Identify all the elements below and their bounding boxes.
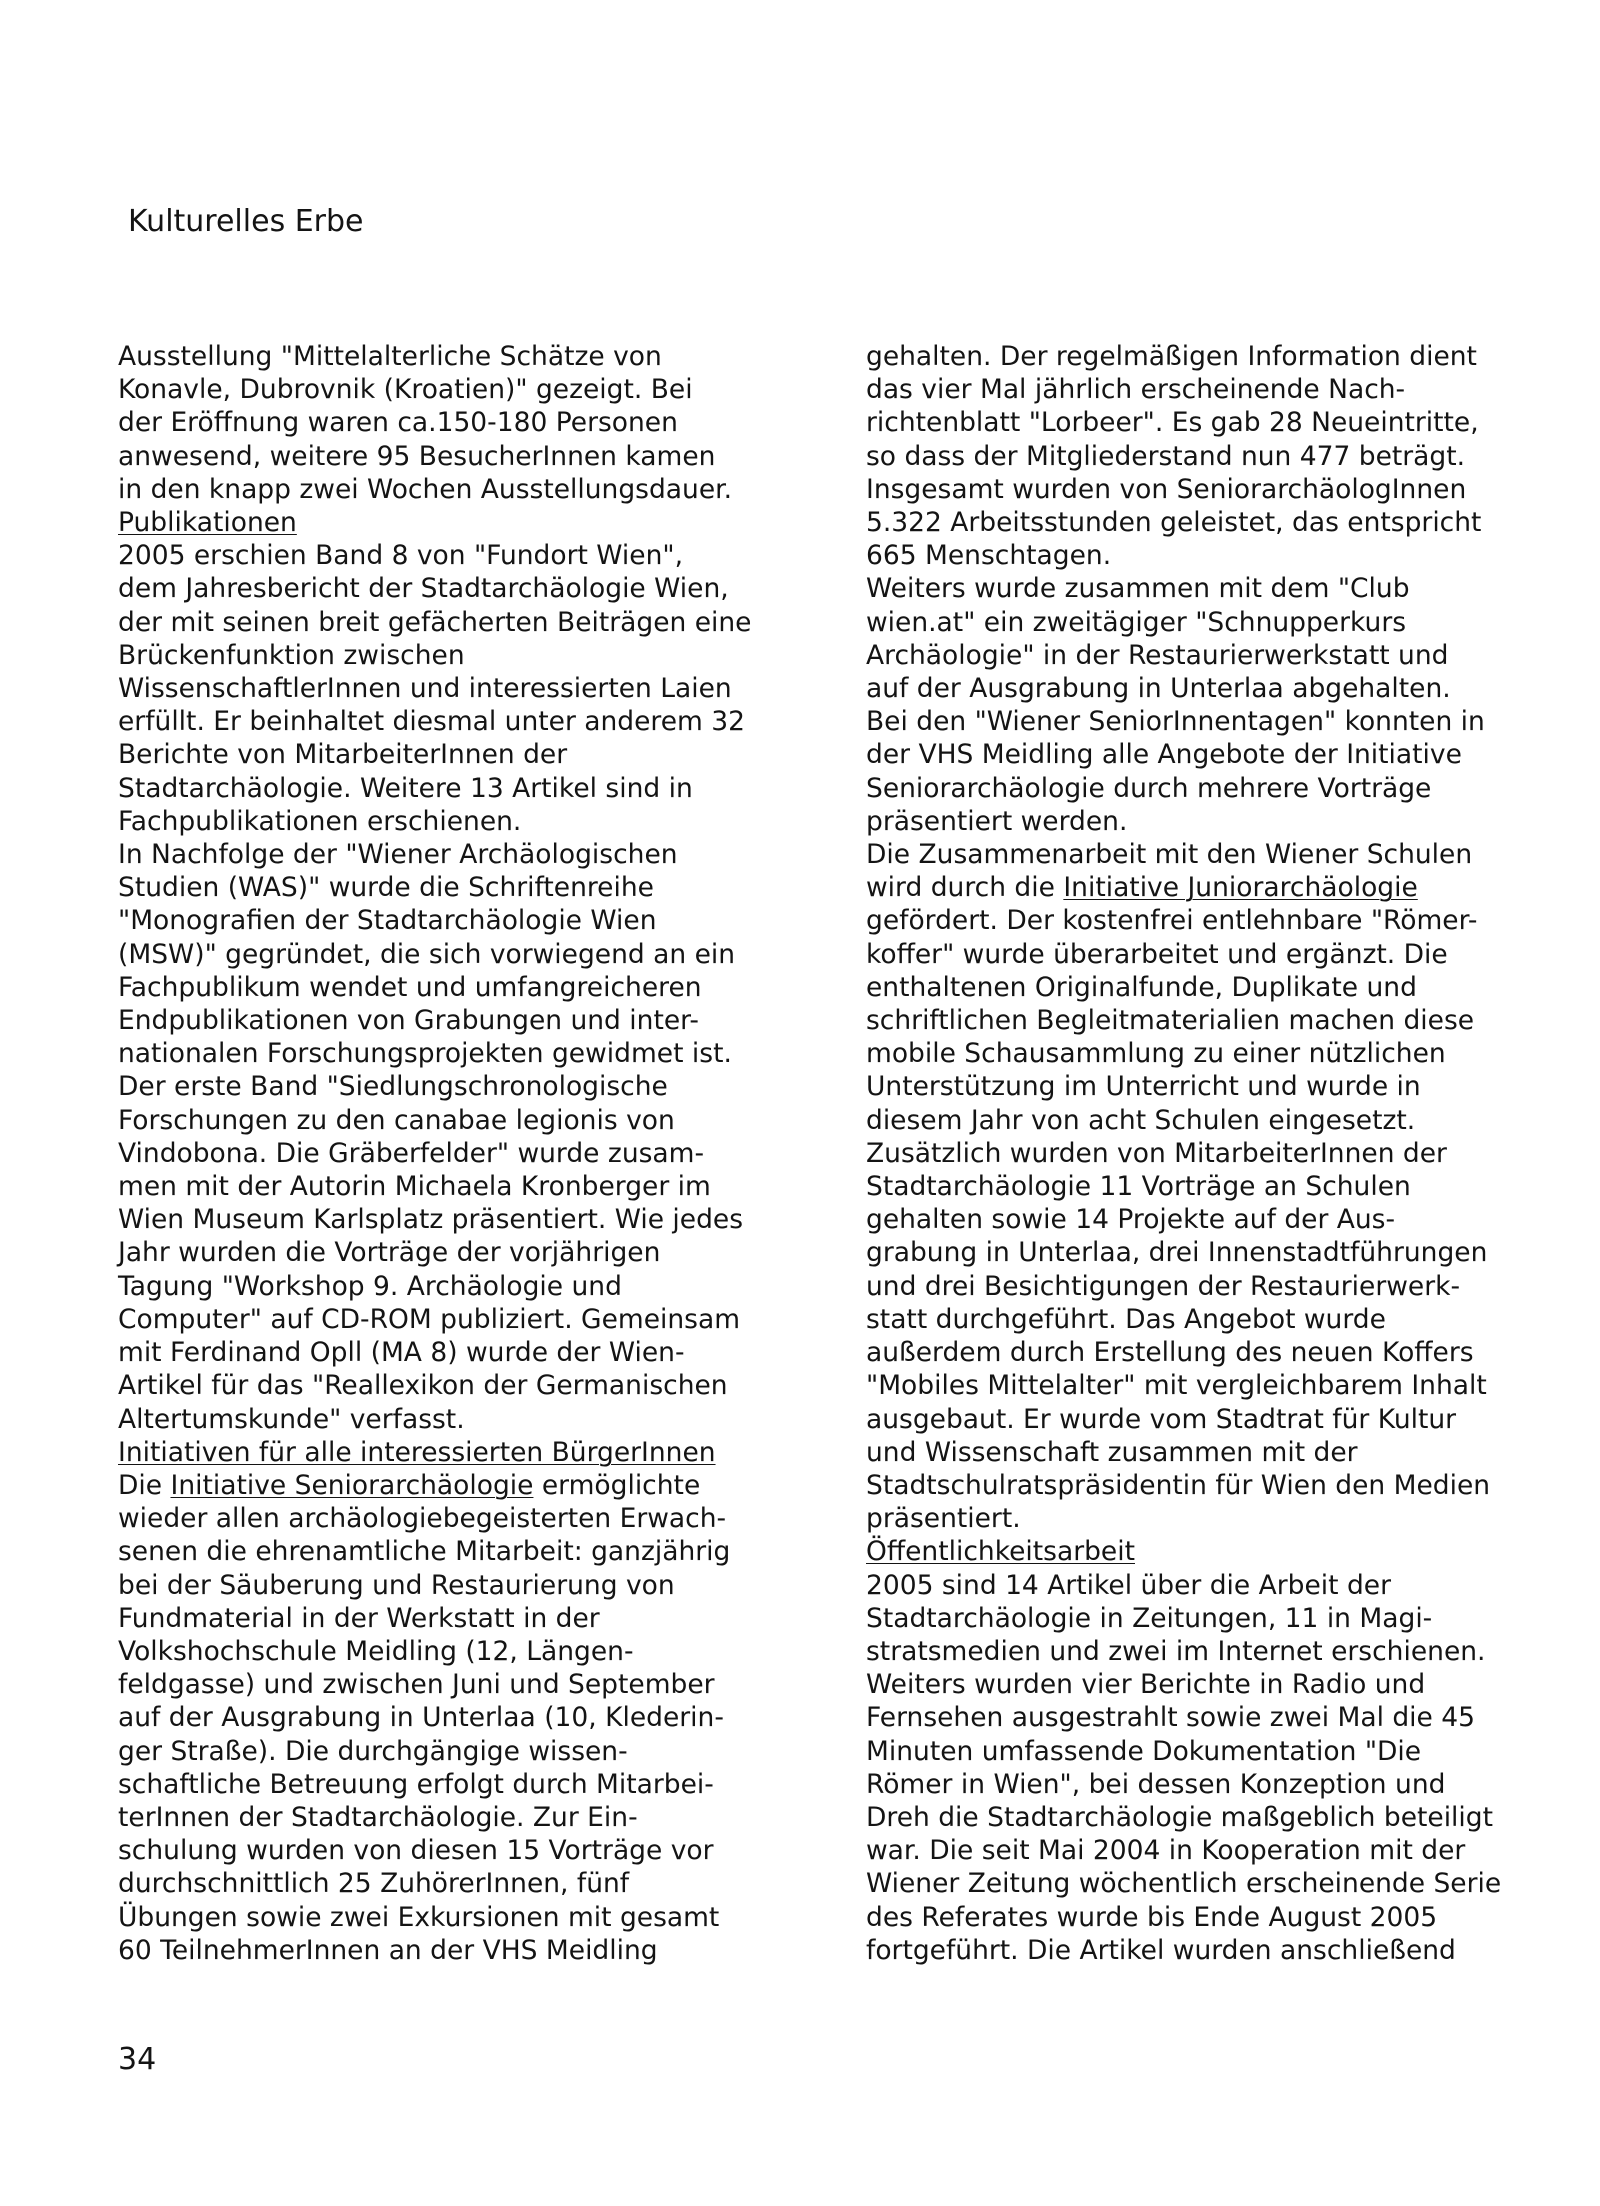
text-segment: auf der Ausgrabung in Unterlaa (10, Klederin-	[118, 1702, 724, 1734]
text-line	[866, 971, 1556, 1004]
text-line	[118, 1270, 808, 1303]
text-segment: dem Jahresbericht der Stadtarchäologie Wien,	[118, 573, 729, 605]
text-segment: Endpublikationen von Grabungen und inter-	[118, 1005, 699, 1037]
text-segment: anwesend, weitere 95 BesucherInnen kamen	[118, 440, 716, 472]
text-line	[118, 838, 808, 871]
text-segment: ger Straße). Die durchgängige wissen-	[118, 1735, 628, 1767]
text-line	[866, 1170, 1556, 1203]
text-line	[866, 572, 1556, 605]
text-line	[866, 1867, 1556, 1900]
text-segment: men mit der Autorin Michaela Kronberger im	[118, 1171, 711, 1203]
text-segment: und Wissenschaft zusammen mit der	[866, 1436, 1358, 1468]
text-segment: gehalten. Der regelmäßigen Information dient	[866, 341, 1477, 372]
text-line	[866, 1901, 1556, 1934]
text-segment: nationalen Forschungsprojekten gewidmet ist.	[118, 1038, 732, 1070]
page-number: 34	[118, 2042, 157, 2077]
text-line	[118, 1934, 808, 1967]
text-segment: wieder allen archäologiebegeisterten Erwach-	[118, 1503, 727, 1535]
text-segment: durchschnittlich 25 ZuhörerInnen, fünf	[118, 1868, 630, 1900]
text-line	[866, 1436, 1556, 1469]
text-segment: der VHS Meidling alle Angebote der Initiative	[866, 739, 1462, 771]
text-segment: der Eröffnung waren ca.150-180 Personen	[118, 407, 678, 439]
text-line	[866, 1203, 1556, 1236]
text-line	[118, 1701, 808, 1734]
text-segment: Forschungen zu den canabae legionis von	[118, 1104, 675, 1136]
text-segment: Wiener Zeitung wöchentlich erscheinende Serie	[866, 1868, 1502, 1900]
text-line	[866, 1768, 1556, 1801]
text-line	[866, 1369, 1556, 1402]
text-line	[118, 971, 808, 1004]
text-segment: so dass der Mitgliederstand nun 477 beträgt.	[866, 440, 1466, 472]
text-line	[118, 871, 808, 904]
text-segment: 665 Menschtagen.	[866, 540, 1112, 572]
text-line	[866, 1635, 1556, 1668]
text-segment: Wien Museum Karlsplatz präsentiert. Wie jedes	[118, 1204, 744, 1236]
text-segment: Tagung "Workshop 9. Archäologie und	[118, 1270, 622, 1302]
text-line	[118, 1502, 808, 1535]
text-line	[118, 473, 808, 506]
text-segment: Artikel für das "Reallexikon der Germanischen	[118, 1370, 728, 1402]
text-segment: feldgasse) und zwischen Juni und September	[118, 1669, 715, 1701]
text-line	[866, 606, 1556, 639]
text-line	[118, 705, 808, 738]
text-line	[866, 639, 1556, 672]
text-segment: schulung wurden von diesen 15 Vorträge vor	[118, 1835, 714, 1867]
text-line	[118, 406, 808, 439]
text-line	[118, 1436, 808, 1469]
text-segment: senen die ehrenamtliche Mitarbeit: ganzjährig	[118, 1536, 731, 1568]
page-header: Kulturelles Erbe	[128, 204, 364, 239]
text-line	[118, 1668, 808, 1701]
text-line	[866, 373, 1556, 406]
underlined-heading: Initiative Juniorarchäologie	[1063, 872, 1418, 904]
text-line	[866, 772, 1556, 805]
text-segment: Weiters wurde zusammen mit dem "Club	[866, 573, 1410, 605]
text-segment: Brückenfunktion zwischen	[118, 639, 465, 671]
text-segment: Die Zusammenarbeit mit den Wiener Schulen	[866, 839, 1473, 871]
text-line	[866, 1469, 1556, 1502]
text-line	[866, 1834, 1556, 1867]
text-segment: Fernsehen ausgestrahlt sowie zwei Mal die 45	[866, 1702, 1475, 1734]
text-line	[866, 1336, 1556, 1369]
underlined-heading: Initiative Seniorarchäologie	[170, 1469, 534, 1501]
text-line	[866, 1137, 1556, 1170]
underlined-heading: Öffentlichkeitsarbeit	[866, 1536, 1135, 1568]
text-segment: mobile Schausammlung zu einer nützlichen	[866, 1038, 1446, 1070]
text-segment: Der erste Band "Siedlungschronologische	[118, 1071, 668, 1103]
text-segment: Seniorarchäologie durch mehrere Vorträge	[866, 772, 1432, 804]
text-segment: Unterstützung im Unterricht und wurde in	[866, 1071, 1421, 1103]
text-line	[118, 1602, 808, 1635]
text-line	[118, 1801, 808, 1834]
text-segment: Weiters wurden vier Berichte in Radio und	[866, 1669, 1426, 1701]
text-line	[866, 1602, 1556, 1635]
text-line	[866, 938, 1556, 971]
text-line	[118, 1236, 808, 1269]
text-line	[866, 904, 1556, 937]
text-segment: koffer" wurde überarbeitet und ergänzt. Die	[866, 938, 1448, 970]
text-line	[866, 738, 1556, 771]
text-segment: WissenschaftlerInnen und interessierten Laien	[118, 673, 732, 705]
text-segment: schaftliche Betreuung erfolgt durch Mitarbei-	[118, 1768, 714, 1800]
text-segment: In Nachfolge der "Wiener Archäologischen	[118, 839, 678, 871]
text-line	[866, 473, 1556, 506]
text-segment: Stadtschulratspräsidentin für Wien den Medien	[866, 1469, 1491, 1501]
text-segment: außerdem durch Erstellung des neuen Koffers	[866, 1337, 1474, 1369]
text-line	[118, 938, 808, 971]
text-line	[118, 904, 808, 937]
text-line	[118, 1768, 808, 1801]
left-column	[118, 340, 808, 1967]
text-segment: und drei Besichtigungen der Restaurierwerk-	[866, 1270, 1461, 1302]
text-line	[118, 539, 808, 572]
text-line	[118, 606, 808, 639]
text-line	[118, 1104, 808, 1137]
text-line	[118, 1004, 808, 1037]
text-line	[118, 1735, 808, 1768]
text-segment: "Monografien der Stadtarchäologie Wien	[118, 905, 657, 937]
text-segment: war. Die seit Mai 2004 in Kooperation mit der	[866, 1835, 1466, 1867]
text-segment: fortgeführt. Die Artikel wurden anschließend	[866, 1934, 1456, 1966]
text-segment: Übungen sowie zwei Exkursionen mit gesamt	[118, 1901, 720, 1933]
text-line	[118, 738, 808, 771]
text-line	[866, 705, 1556, 738]
text-segment: Zusätzlich wurden von MitarbeiterInnen der	[866, 1137, 1447, 1169]
text-line	[118, 639, 808, 672]
text-segment: des Referates wurde bis Ende August 2005	[866, 1901, 1438, 1933]
text-line	[118, 1369, 808, 1402]
text-segment: Vindobona. Die Gräberfelder" wurde zusam-	[118, 1137, 705, 1169]
text-line	[118, 440, 808, 473]
right-column	[866, 340, 1556, 1967]
text-segment: ermöglichte	[533, 1469, 701, 1501]
text-line	[118, 772, 808, 805]
text-line	[866, 1270, 1556, 1303]
text-segment: Ausstellung "Mittelalterliche Schätze von	[118, 341, 662, 372]
text-line	[866, 1801, 1556, 1834]
text-segment: das vier Mal jährlich erscheinende Nach-	[866, 374, 1406, 406]
text-line	[866, 1037, 1556, 1070]
text-line	[866, 1934, 1556, 1967]
text-line	[118, 1037, 808, 1070]
text-segment: Stadtarchäologie in Zeitungen, 11 in Magi-	[866, 1602, 1433, 1634]
text-line	[118, 1469, 808, 1502]
text-line	[866, 1701, 1556, 1734]
underlined-heading: Publikationen	[118, 507, 297, 539]
text-line	[866, 871, 1556, 904]
text-line	[866, 672, 1556, 705]
text-line	[118, 1569, 808, 1602]
text-segment: schriftlichen Begleitmaterialien machen diese	[866, 1005, 1475, 1037]
text-segment: richtenblatt "Lorbeer". Es gab 28 Neueintritte,	[866, 407, 1479, 439]
text-line	[118, 340, 808, 373]
text-line	[118, 1070, 808, 1103]
text-line	[866, 1735, 1556, 1768]
text-segment: Bei den "Wiener SeniorInnentagen" konnten in	[866, 706, 1485, 738]
text-line	[866, 1535, 1556, 1568]
text-segment: Stadtarchäologie 11 Vorträge an Schulen	[866, 1171, 1411, 1203]
text-line	[866, 1502, 1556, 1535]
text-line	[866, 1303, 1556, 1336]
text-segment: auf der Ausgrabung in Unterlaa abgehalten.	[866, 673, 1451, 705]
text-segment: Römer in Wien", bei dessen Konzeption und	[866, 1768, 1446, 1800]
text-segment: Konavle, Dubrovnik (Kroatien)" gezeigt. Bei	[118, 374, 693, 406]
text-segment: 60 TeilnehmerInnen an der VHS Meidling	[118, 1934, 658, 1966]
text-line	[866, 1668, 1556, 1701]
text-segment: Jahr wurden die Vorträge der vorjährigen	[118, 1237, 661, 1269]
text-segment: Studien (WAS)" wurde die Schriftenreihe	[118, 872, 654, 904]
text-segment: gehalten sowie 14 Projekte auf der Aus-	[866, 1204, 1396, 1236]
text-segment: 2005 erschien Band 8 von "Fundort Wien",	[118, 540, 683, 572]
text-line	[118, 373, 808, 406]
text-segment: stratsmedien und zwei im Internet erschienen.	[866, 1635, 1486, 1667]
text-segment: statt durchgeführt. Das Angebot wurde	[866, 1303, 1386, 1335]
text-line	[866, 1236, 1556, 1269]
text-segment: 5.322 Arbeitsstunden geleistet, das entspricht	[866, 507, 1482, 539]
text-segment: Fachpublikationen erschienen.	[118, 805, 522, 837]
text-line	[866, 1403, 1556, 1436]
text-line	[118, 572, 808, 605]
text-line	[866, 539, 1556, 572]
text-line	[118, 1635, 808, 1668]
text-line	[118, 1867, 808, 1900]
text-line	[118, 1203, 808, 1236]
text-line	[118, 1403, 808, 1436]
text-segment: Insgesamt wurden von SeniorarchäologInnen	[866, 473, 1467, 505]
text-segment: in den knapp zwei Wochen Ausstellungsdauer.	[118, 473, 733, 505]
text-segment: Volkshochschule Meidling (12, Längen-	[118, 1635, 634, 1667]
text-line	[118, 1901, 808, 1934]
text-segment: Fundmaterial in der Werkstatt in der	[118, 1602, 600, 1634]
text-segment: terInnen der Stadtarchäologie. Zur Ein-	[118, 1801, 638, 1833]
text-segment: Berichte von MitarbeiterInnen der	[118, 739, 568, 771]
text-segment: 2005 sind 14 Artikel über die Arbeit der	[866, 1569, 1391, 1601]
text-segment: präsentiert.	[866, 1503, 1021, 1535]
text-segment: Die	[118, 1469, 171, 1501]
text-segment: wird durch die	[866, 872, 1064, 904]
text-line	[118, 1137, 808, 1170]
underlined-heading: Initiativen für alle interessierten BürgerInnen	[118, 1436, 716, 1468]
text-segment: mit Ferdinand Opll (MA 8) wurde der Wien-	[118, 1337, 685, 1369]
text-segment: Computer" auf CD-ROM publiziert. Gemeinsam	[118, 1303, 741, 1335]
text-line	[866, 1104, 1556, 1137]
text-line	[866, 1070, 1556, 1103]
text-line	[866, 1004, 1556, 1037]
text-segment: "Mobiles Mittelalter" mit vergleichbarem Inhalt	[866, 1370, 1487, 1402]
text-segment: (MSW)" gegründet, die sich vorwiegend an ein	[118, 938, 736, 970]
text-segment: grabung in Unterlaa, drei Innenstadtführungen	[866, 1237, 1488, 1269]
text-line	[866, 805, 1556, 838]
text-segment: ausgebaut. Er wurde vom Stadtrat für Kultur	[866, 1403, 1457, 1435]
text-line	[866, 406, 1556, 439]
text-line	[118, 1336, 808, 1369]
text-line	[866, 440, 1556, 473]
text-segment: Archäologie" in der Restaurierwerkstatt und	[866, 639, 1449, 671]
text-line	[866, 506, 1556, 539]
text-line	[866, 838, 1556, 871]
text-segment: bei der Säuberung und Restaurierung von	[118, 1569, 675, 1601]
text-line	[866, 340, 1556, 373]
text-segment: Stadtarchäologie. Weitere 13 Artikel sind in	[118, 772, 693, 804]
text-segment: wien.at" ein zweitägiger "Schnupperkurs	[866, 606, 1407, 638]
text-line	[118, 1834, 808, 1867]
text-segment: diesem Jahr von acht Schulen eingesetzt.	[866, 1104, 1416, 1136]
text-segment: der mit seinen breit gefächerten Beiträgen eine	[118, 606, 752, 638]
text-segment: präsentiert werden.	[866, 805, 1128, 837]
text-line	[118, 506, 808, 539]
text-segment: Fachpublikum wendet und umfangreicheren	[118, 971, 702, 1003]
text-line	[118, 805, 808, 838]
text-segment: Altertumskunde" verfasst.	[118, 1403, 465, 1435]
text-line	[866, 1569, 1556, 1602]
text-segment: enthaltenen Originalfunde, Duplikate und	[866, 971, 1417, 1003]
text-segment: gefördert. Der kostenfrei entlehnbare "Römer-	[866, 905, 1478, 937]
text-line	[118, 672, 808, 705]
text-segment: Minuten umfassende Dokumentation "Die	[866, 1735, 1422, 1767]
text-line	[118, 1170, 808, 1203]
text-segment: erfüllt. Er beinhaltet diesmal unter anderem 32	[118, 706, 746, 738]
text-line	[118, 1303, 808, 1336]
text-segment: Dreh die Stadtarchäologie maßgeblich beteiligt	[866, 1801, 1493, 1833]
text-line	[118, 1535, 808, 1568]
